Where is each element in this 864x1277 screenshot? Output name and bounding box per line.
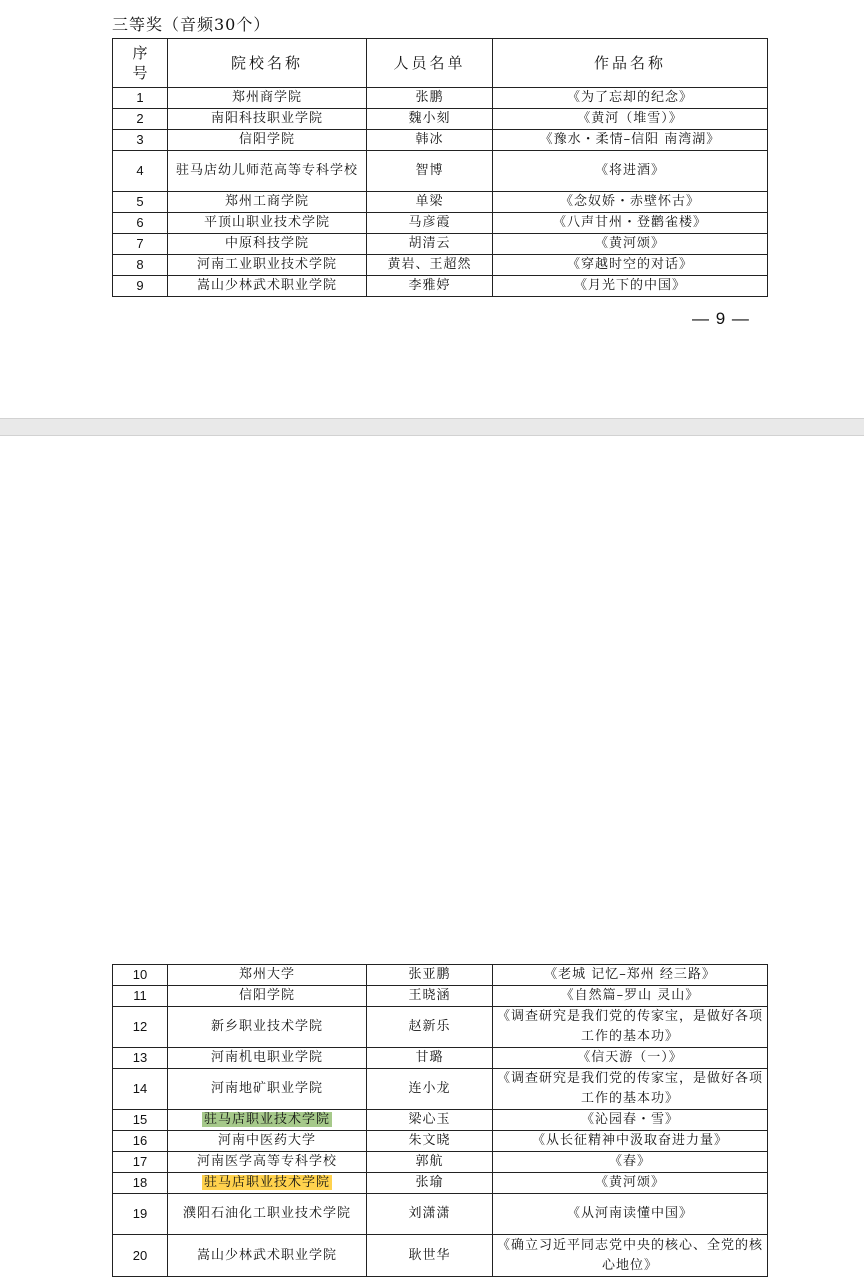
table-row xyxy=(113,1069,768,1110)
row-index: 12 xyxy=(113,1007,168,1048)
table-row xyxy=(113,1235,768,1277)
school-name: 新乡职业技术学院 xyxy=(168,1007,367,1048)
table-row xyxy=(113,192,768,213)
row-index: 1 xyxy=(113,88,168,109)
work-title: 《八声甘州・登鹳雀楼》 xyxy=(493,213,768,234)
awards-table-part2 xyxy=(112,964,768,1277)
column-header-work: 作品名称 xyxy=(493,39,768,88)
people-names: 朱文晓 xyxy=(367,1131,493,1152)
table-row xyxy=(113,1007,768,1048)
work-title: 《调查研究是我们党的传家宝，是做好各项工作的基本功》 xyxy=(493,1069,768,1110)
people-names: 张鹏 xyxy=(367,88,493,109)
people-names: 赵新乐 xyxy=(367,1007,493,1048)
column-header-people: 人员名单 xyxy=(367,39,493,88)
awards-table-part1 xyxy=(112,38,768,297)
highlighted-school-name: 驻马店职业技术学院 xyxy=(203,1112,330,1127)
school-name: 南阳科技职业学院 xyxy=(168,109,367,130)
table-row xyxy=(113,234,768,255)
column-header-index: 序 号 xyxy=(113,39,168,88)
work-title: 《信天游（一）》 xyxy=(493,1048,768,1069)
work-title: 《老城 记忆–郑州 经三路》 xyxy=(493,965,768,986)
school-name: 河南医学高等专科学校 xyxy=(168,1152,367,1173)
people-names: 智博 xyxy=(367,151,493,192)
people-names: 刘潇潇 xyxy=(367,1194,493,1235)
table-row xyxy=(113,276,768,297)
table-row xyxy=(113,109,768,130)
row-index: 9 xyxy=(113,276,168,297)
table-row xyxy=(113,151,768,192)
school-name: 郑州工商学院 xyxy=(168,192,367,213)
school-name: 驻马店幼儿师范高等专科学校 xyxy=(168,151,367,192)
school-name: 平顶山职业技术学院 xyxy=(168,213,367,234)
work-title: 《黄河颂》 xyxy=(493,234,768,255)
table-header-row xyxy=(113,39,768,88)
work-title: 《黄河（堆雪）》 xyxy=(493,109,768,130)
school-name: 信阳学院 xyxy=(168,130,367,151)
school-name: 河南地矿职业学院 xyxy=(168,1069,367,1110)
people-names: 连小龙 xyxy=(367,1069,493,1110)
row-index: 10 xyxy=(113,965,168,986)
row-index: 18 xyxy=(113,1173,168,1194)
table-row xyxy=(113,1173,768,1194)
work-title: 《黄河颂》 xyxy=(493,1173,768,1194)
people-names: 张瑜 xyxy=(367,1173,493,1194)
work-title: 《穿越时空的对话》 xyxy=(493,255,768,276)
table-row xyxy=(113,965,768,986)
work-title: 《确立习近平同志党中央的核心、全党的核心地位》 xyxy=(493,1235,768,1277)
people-names: 韩冰 xyxy=(367,130,493,151)
document-page-2 xyxy=(0,436,864,1273)
table-row xyxy=(113,130,768,151)
people-names: 马彦霞 xyxy=(367,213,493,234)
row-index: 5 xyxy=(113,192,168,213)
work-title: 《月光下的中国》 xyxy=(493,276,768,297)
people-names: 黄岩、王超然 xyxy=(367,255,493,276)
people-names: 单梁 xyxy=(367,192,493,213)
school-name xyxy=(168,1110,367,1131)
section-title: 三等奖（音频30个） xyxy=(112,15,271,34)
row-index: 19 xyxy=(113,1194,168,1235)
row-index: 6 xyxy=(113,213,168,234)
people-names: 郭航 xyxy=(367,1152,493,1173)
row-index: 3 xyxy=(113,130,168,151)
table-row xyxy=(113,1048,768,1069)
row-index: 14 xyxy=(113,1069,168,1110)
table-row xyxy=(113,213,768,234)
work-title: 《将进酒》 xyxy=(493,151,768,192)
people-names: 甘璐 xyxy=(367,1048,493,1069)
people-names: 李雅婷 xyxy=(367,276,493,297)
row-index: 15 xyxy=(113,1110,168,1131)
work-title: 《沁园春・雪》 xyxy=(493,1110,768,1131)
table-row xyxy=(113,986,768,1007)
people-names: 张亚鹏 xyxy=(367,965,493,986)
row-index: 7 xyxy=(113,234,168,255)
work-title: 《自然篇–罗山 灵山》 xyxy=(493,986,768,1007)
row-index: 16 xyxy=(113,1131,168,1152)
work-title: 《为了忘却的纪念》 xyxy=(493,88,768,109)
people-names: 耿世华 xyxy=(367,1235,493,1277)
table-row xyxy=(113,1152,768,1173)
work-title: 《豫水・柔情–信阳 南湾湖》 xyxy=(493,130,768,151)
people-names: 王晓涵 xyxy=(367,986,493,1007)
page-number: — 9 — xyxy=(692,309,750,328)
work-title: 《春》 xyxy=(493,1152,768,1173)
column-header-school: 院校名称 xyxy=(168,39,367,88)
row-index: 4 xyxy=(113,151,168,192)
table-row xyxy=(113,1131,768,1152)
school-name xyxy=(168,1173,367,1194)
school-name: 河南中医药大学 xyxy=(168,1131,367,1152)
work-title: 《调查研究是我们党的传家宝，是做好各项工作的基本功》 xyxy=(493,1007,768,1048)
school-name: 嵩山少林武术职业学院 xyxy=(168,1235,367,1277)
document-page-1 xyxy=(0,0,864,418)
work-title: 《从长征精神中汲取奋进力量》 xyxy=(493,1131,768,1152)
row-index: 13 xyxy=(113,1048,168,1069)
people-names: 梁心玉 xyxy=(367,1110,493,1131)
school-name: 信阳学院 xyxy=(168,986,367,1007)
row-index: 11 xyxy=(113,986,168,1007)
page-separator xyxy=(0,418,864,436)
school-name: 河南机电职业学院 xyxy=(168,1048,367,1069)
people-names: 胡清云 xyxy=(367,234,493,255)
table-row xyxy=(113,1110,768,1131)
work-title: 《从河南读懂中国》 xyxy=(493,1194,768,1235)
table-row xyxy=(113,1194,768,1235)
school-name: 嵩山少林武术职业学院 xyxy=(168,276,367,297)
school-name: 郑州大学 xyxy=(168,965,367,986)
highlighted-school-name: 驻马店职业技术学院 xyxy=(203,1175,330,1190)
school-name: 濮阳石油化工职业技术学院 xyxy=(168,1194,367,1235)
school-name: 郑州商学院 xyxy=(168,88,367,109)
people-names: 魏小刻 xyxy=(367,109,493,130)
school-name: 河南工业职业技术学院 xyxy=(168,255,367,276)
row-index: 8 xyxy=(113,255,168,276)
table-row xyxy=(113,88,768,109)
table-row xyxy=(113,255,768,276)
row-index: 20 xyxy=(113,1235,168,1277)
work-title: 《念奴娇・赤壁怀古》 xyxy=(493,192,768,213)
row-index: 2 xyxy=(113,109,168,130)
row-index: 17 xyxy=(113,1152,168,1173)
school-name: 中原科技学院 xyxy=(168,234,367,255)
